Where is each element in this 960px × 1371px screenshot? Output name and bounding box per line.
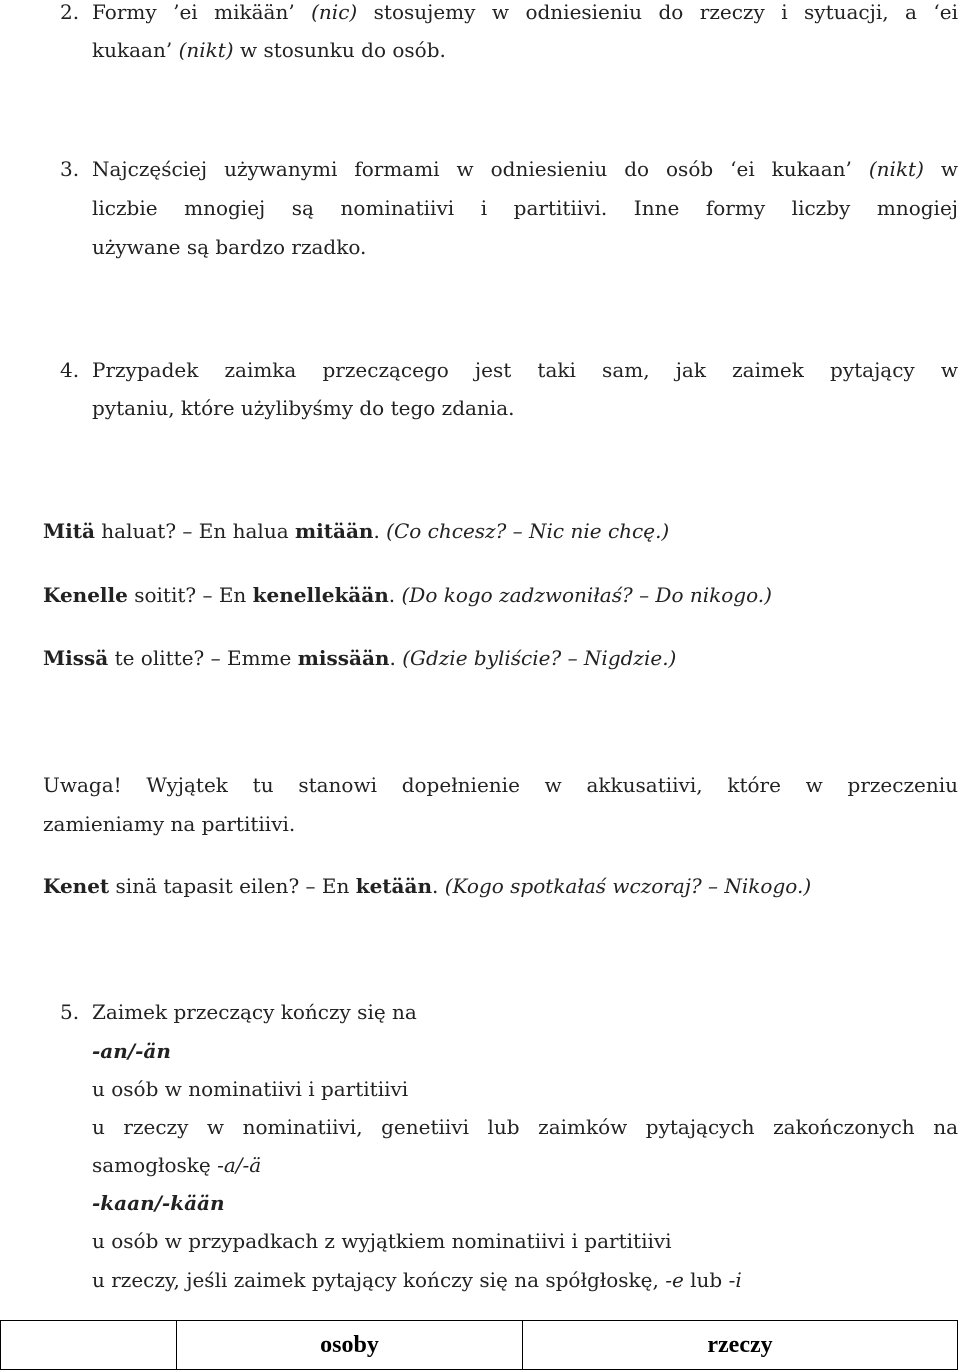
item-5-number: 5. [60,1000,80,1024]
note-line-1: Uwaga! Wyjątek tu stanowi dopełnienie w akkusatiivi, które w przeczeniu [43,773,958,797]
example-2: Kenelle soitit? – En kenellekään. (Do kogo zadzwoniłaś? – Do nikogo.) [43,583,772,607]
suffix-kaan-rule-2: u rzeczy, jeśli zaimek pytający kończy się na spółgłoskę, -e lub -i [92,1268,742,1292]
table-header-osoby: osoby [177,1321,523,1370]
item-5-intro: Zaimek przeczący kończy się na [92,1000,417,1024]
item-2-line-1: Formy ’ei mikään’ (nic) stosujemy w odniesieniu do rzeczy i sytuacji, a ‘ei [92,0,958,24]
note-example: Kenet sinä tapasit eilen? – En ketään. (Kogo spotkałaś wczoraj? – Nikogo.) [43,874,812,898]
item-3-line-2: liczbie mnogiej są nominatiivi i partitiivi. Inne formy liczby mnogiej [92,196,958,220]
item-2-line-2: kukaan’ (nikt) w stosunku do osób. [92,38,446,62]
suffix-kaan-rule-1: u osób w przypadkach z wyjątkiem nominatiivi i partitiivi [92,1229,672,1253]
table-header-row [1,1321,958,1370]
suffix-an-rule-3: samogłoskę -a/-ä [92,1153,262,1177]
item-4-line-1: Przypadek zaimka przeczącego jest taki sam, jak zaimek pytający w [92,358,958,382]
item-4-number: 4. [60,358,80,382]
item-2-number: 2. [60,0,80,24]
table-header-empty [1,1321,177,1370]
note-line-2: zamieniamy na partitiivi. [43,812,296,836]
item-4-line-2: pytaniu, które użylibyśmy do tego zdania. [92,396,515,420]
example-1: Mitä haluat? – En halua mitään. (Co chcesz? – Nic nie chcę.) [43,519,670,543]
suffix-kaan: -kaan/-kään [92,1191,225,1215]
suffix-an-rule-1: u osób w nominatiivi i partitiivi [92,1077,409,1101]
table-header-rzeczy: rzeczy [523,1321,958,1370]
summary-table [0,1320,958,1370]
suffix-an: -an/-än [92,1039,171,1063]
item-3-number: 3. [60,157,80,181]
example-3: Missä te olitte? – Emme missään. (Gdzie byliście? – Nigdzie.) [43,646,677,670]
item-3-line-3: używane są bardzo rzadko. [92,235,367,259]
suffix-an-rule-2: u rzeczy w nominatiivi, genetiivi lub zaimków pytających zakończonych na [92,1115,958,1139]
item-3-line-1: Najczęściej używanymi formami w odniesieniu do osób ‘ei kukaan’ (nikt) w [92,157,958,181]
